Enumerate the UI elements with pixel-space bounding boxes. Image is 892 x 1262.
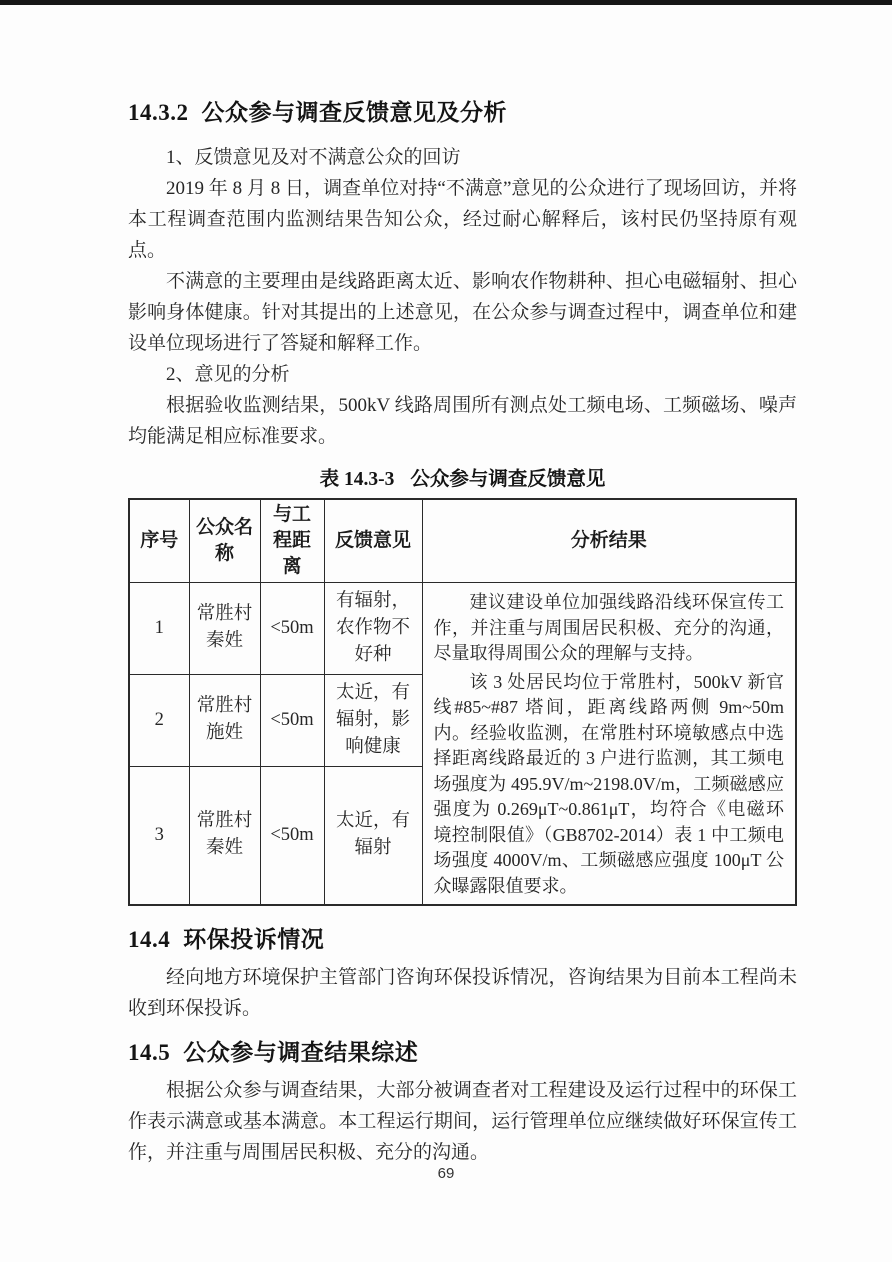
header-cell-feedback: 反馈意见 bbox=[324, 499, 422, 583]
cell-feedback: 有辐射，农作物不好种 bbox=[324, 583, 422, 675]
section-title: 公众参与调查反馈意见及分析 bbox=[201, 100, 507, 125]
paragraph-summary: 根据公众参与调查结果，大部分被调查者对工程建设及运行过程中的环保工作表示满意或基本满意。本工程运行期间，运行管理单位应继续做好环保宣传工作，并注重与周围居民积极、充分的沟通。 bbox=[128, 1080, 797, 1163]
section-number: 14.3.2 bbox=[128, 100, 189, 125]
cell-name: 常胜村秦姓 bbox=[189, 766, 260, 905]
table-header-row bbox=[129, 499, 796, 583]
cell-no: 3 bbox=[129, 766, 189, 905]
section-number: 14.5 bbox=[128, 1040, 171, 1065]
header-cell-no: 序号 bbox=[129, 499, 189, 583]
page-number: 69 bbox=[437, 1165, 455, 1182]
cell-name: 常胜村施姓 bbox=[189, 674, 260, 766]
cell-distance: <50m bbox=[260, 674, 324, 766]
scan-artifact-top-bar bbox=[0, 0, 892, 5]
cell-feedback: 太近，有辐射，影响健康 bbox=[324, 674, 422, 766]
table-caption bbox=[128, 463, 797, 491]
list-item-1: 1、反馈意见及对不满意公众的回访 bbox=[166, 147, 461, 168]
cell-analysis-merged bbox=[422, 583, 796, 906]
cell-no: 2 bbox=[129, 674, 189, 766]
cell-distance: <50m bbox=[260, 766, 324, 905]
list-item-2: 2、意见的分析 bbox=[166, 364, 290, 385]
cell-name: 常胜村秦姓 bbox=[189, 583, 260, 675]
analysis-paragraph-1: 建议建设单位加强线路沿线环保宣传工作，并注重与周围居民积极、充分的沟通，尽量取得周围公众的理解与支持。 bbox=[433, 592, 784, 663]
cell-distance: <50m bbox=[260, 583, 324, 675]
section-title: 环保投诉情况 bbox=[183, 927, 325, 952]
feedback-table bbox=[128, 498, 797, 906]
section-heading-14-4 bbox=[128, 925, 797, 955]
header-cell-distance: 与工程距离 bbox=[260, 499, 324, 583]
header-cell-analysis: 分析结果 bbox=[422, 499, 796, 583]
paragraph-complaint: 经向地方环境保护主管部门咨询环保投诉情况，咨询结果为目前本工程尚未收到环保投诉。 bbox=[128, 967, 797, 1019]
cell-feedback: 太近，有辐射 bbox=[324, 766, 422, 905]
paragraph-revisit: 2019 年 8 月 8 日，调查单位对持“不满意”意见的公众进行了现场回访，并将本工程调查范围内监测结果告知公众，经过耐心解释后，该村民仍坚持原有观点。 bbox=[128, 178, 797, 261]
header-cell-name: 公众名称 bbox=[189, 499, 260, 583]
table-row bbox=[129, 583, 796, 675]
paragraph-monitoring-results: 根据验收监测结果，500kV 线路周围所有测点处工频电场、工频磁场、噪声均能满足相应标准要求。 bbox=[128, 395, 797, 447]
table-title-text: 公众参与调查反馈意见 bbox=[410, 469, 606, 490]
cell-no: 1 bbox=[129, 583, 189, 675]
paragraph-dissatisfaction-reasons: 不满意的主要理由是线路距离太近、影响农作物耕种、担心电磁辐射、担心影响身体健康。针对其提出的上述意见，在公众参与调查过程中，调查单位和建设单位现场进行了答疑和解释工作。 bbox=[128, 271, 797, 354]
section-title: 公众参与调查结果综述 bbox=[183, 1040, 419, 1065]
section-heading-14-5 bbox=[128, 1038, 797, 1068]
analysis-paragraph-2: 该 3 处居民均位于常胜村，500kV 新官线#85~#87 塔间，距离线路两侧 9m~50m 内。经验收监测，在常胜村环境敏感点中选择距离线路最近的 3 户进行监测，其工频电场强度为 495.9V/m~2198.0V/m，工频磁感应强度为 0.269μT~0.861μT，均符合《电磁环境控制限值》（GB8702-2014）表 1 中工频电场强度 4000V/m、工频磁感应强度 100μT 公众曝露限值要求。 bbox=[433, 671, 784, 896]
section-number: 14.4 bbox=[128, 927, 171, 952]
table-number: 表 14.3-3 bbox=[319, 469, 395, 490]
section-heading-14-3-2 bbox=[128, 98, 797, 128]
